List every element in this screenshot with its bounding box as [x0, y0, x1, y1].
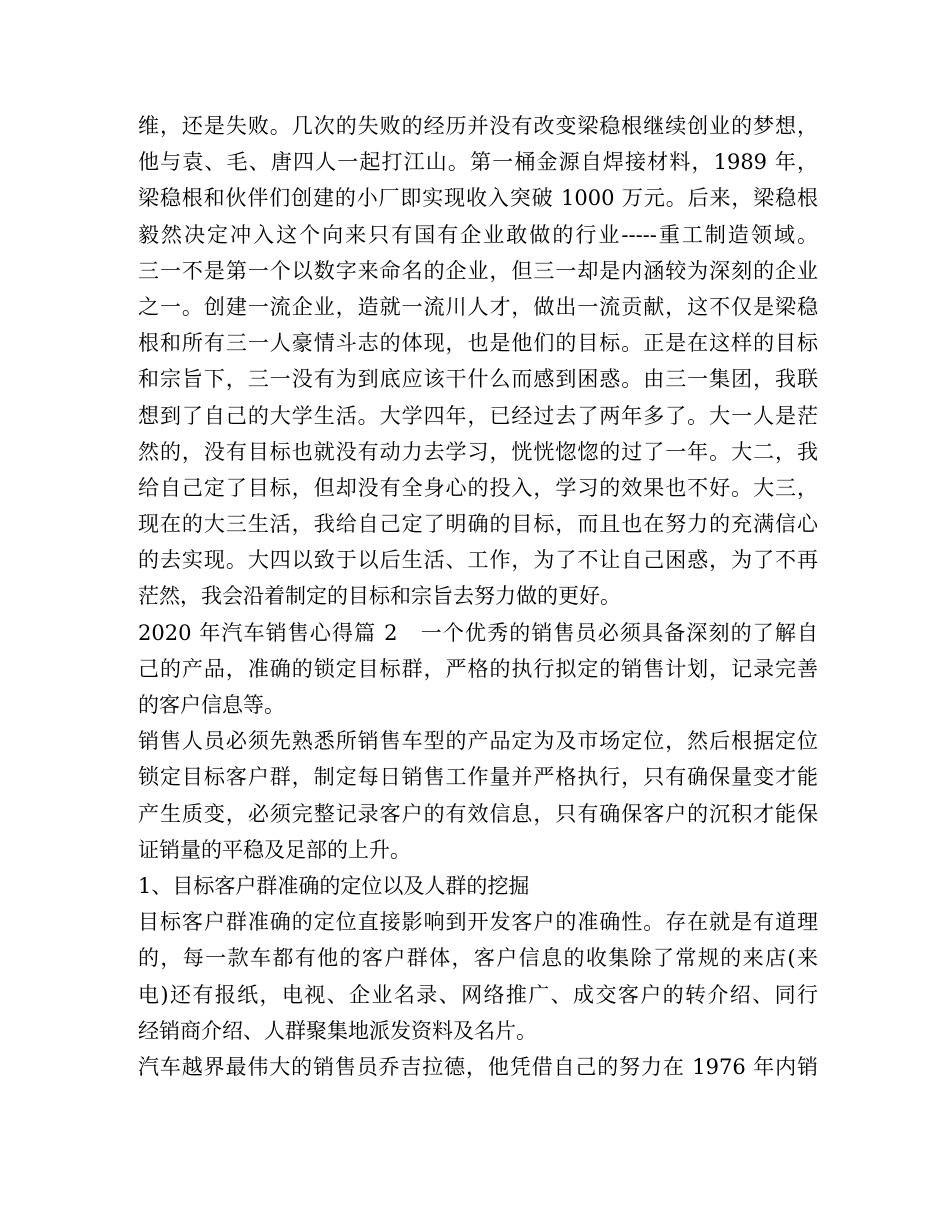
text-line: 销售人员必须先熟悉所销售车型的产品定为及市场定位，然后根据定位 [138, 729, 818, 754]
text-line: 的，每一款车都有他的客户群体，客户信息的收集除了常规的来店(来 [138, 946, 818, 971]
text-line: 他与袁、毛、唐四人一起打江山。第一桶金源自焊接材料，1989 年， [138, 150, 818, 175]
text-line: 根和所有三一人豪情斗志的体现，也是他们的目标。正是在这样的目标 [138, 331, 818, 356]
text-line: 给自己定了目标，但却没有全身心的投入，学习的效果也不好。大三， [138, 475, 818, 500]
text-line: 三一不是第一个以数字来命名的企业，但三一却是内涵较为深刻的企业 [138, 258, 818, 283]
document-body [138, 108, 818, 1085]
text-line: 汽车越界最伟大的销售员乔吉拉德，他凭借自己的努力在 1976 年内销 [138, 1054, 818, 1079]
text-line: 茫然，我会沿着制定的目标和宗旨去努力做的更好。 [138, 584, 621, 609]
text-line: 证销量的平稳及足部的上升。 [138, 837, 411, 862]
text-line: 的客户信息等。 [138, 693, 285, 717]
text-line: 电)还有报纸，电视、企业名录、网络推广、成交客户的转介绍、同行 [138, 982, 818, 1007]
text-line: 梁稳根和伙伴们创建的小厂即实现收入突破 1000 万元。后来，梁稳根 [138, 186, 818, 211]
text-line: 维，还是失败。几次的失败的经历并没有改变梁稳根继续创业的梦想， [138, 114, 818, 138]
text-line: 己的产品，准确的锁定目标群，严格的执行拟定的销售计划，记录完善 [138, 656, 818, 681]
text-line: 的去实现。大四以致于以后生活、工作，为了不让自己困惑，为了不再 [138, 548, 818, 573]
numbered-heading: 1、目标客户群准确的定位以及人群的挖掘 [138, 873, 530, 898]
text-line: 和宗旨下，三一没有为到底应该干什么而感到困惑。由三一集团，我联 [138, 367, 818, 392]
text-line: 然的，没有目标也就没有动力去学习，恍恍惚惚的过了一年。大二，我 [138, 439, 818, 464]
text-line: 现在的大三生活，我给自己定了明确的目标，而且也在努力的充满信心 [138, 512, 818, 537]
text-line: 想到了自己的大学生活。大学四年，已经过去了两年多了。大一人是茫 [138, 403, 818, 428]
text-line: 锁定目标客户群，制定每日销售工作量并严格执行，只有确保量变才能 [138, 765, 818, 790]
section-heading-line: 2020 年汽车销售心得篇 2 一个优秀的销售员必须具备深刻的了解自 [138, 620, 818, 645]
text-line: 产生质变，必须完整记录客户的有效信息，只有确保客户的沉积才能保 [138, 801, 818, 826]
text-line: 目标客户群准确的定位直接影响到开发客户的准确性。存在就是有道理 [138, 910, 818, 935]
text-line: 之一。创建一流企业，造就一流川人才，做出一流贡献，这不仅是梁稳 [138, 294, 818, 319]
text-line: 毅然决定冲入这个向来只有国有企业敢做的行业-----重工制造领域。 [138, 222, 818, 247]
text-line: 经销商介绍、人群聚集地派发资料及名片。 [138, 1018, 537, 1043]
